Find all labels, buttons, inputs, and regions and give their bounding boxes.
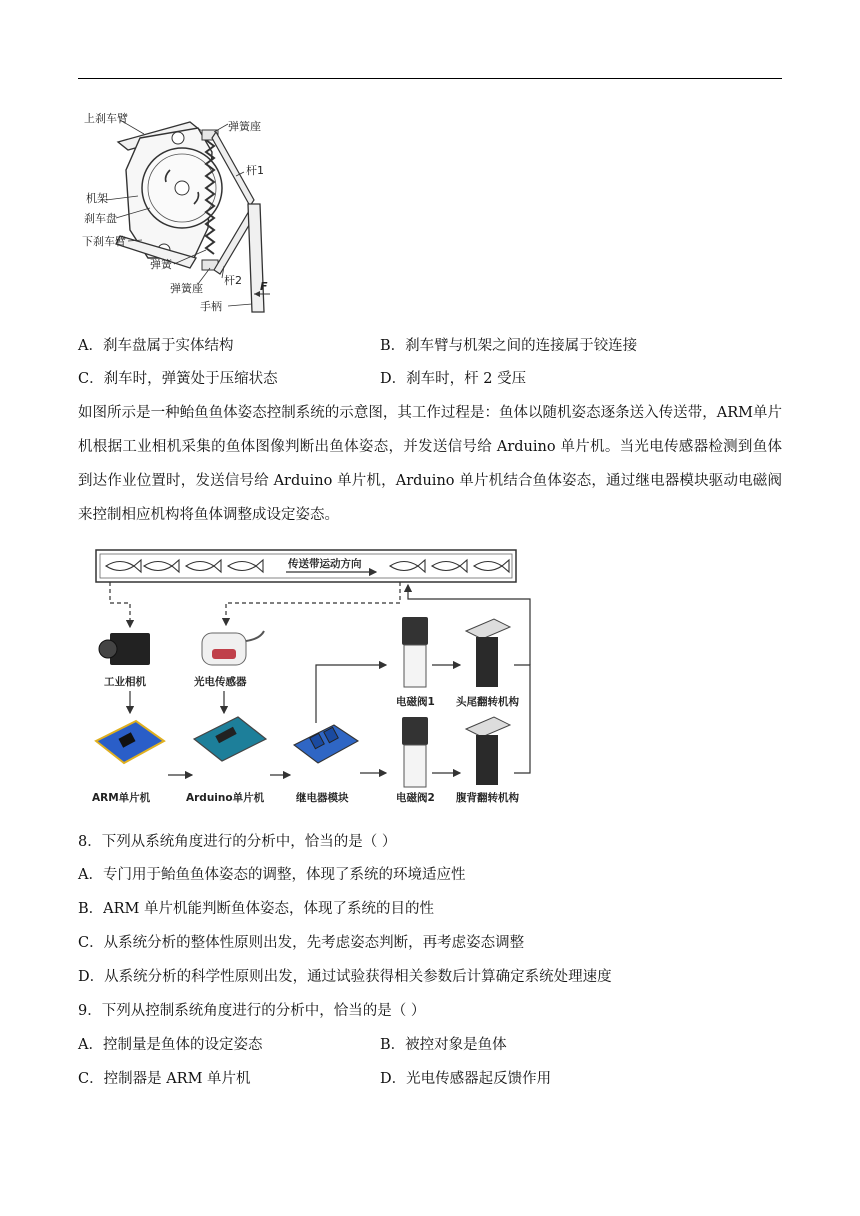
photo-sensor-label: 光电传感器 xyxy=(194,676,247,688)
q8-stem: 8．下列从系统角度进行的分析中，恰当的是（ ） xyxy=(78,834,397,850)
q7-option-d: D．刹车时，杆 2 受压 xyxy=(380,371,527,387)
conveyor-direction-label: 传送带运动方向 xyxy=(288,558,362,570)
label-rod1: 杆1 xyxy=(246,164,264,177)
q7-option-c: C．刹车时，弹簧处于压缩状态 xyxy=(78,371,278,387)
q8-option-b: B．ARM 单片机能判断鱼体姿态，体现了系统的目的性 xyxy=(78,901,434,917)
label-frame: 机架 xyxy=(86,192,108,205)
q9-option-c: C．控制器是 ARM 单片机 xyxy=(78,1071,251,1087)
camera-label: 工业相机 xyxy=(104,676,146,688)
label-handle: 手柄 xyxy=(200,300,222,313)
label-spring: 弹簧 xyxy=(150,258,172,271)
q7-option-b: B．刹车臂与机架之间的连接属于铰连接 xyxy=(380,338,638,354)
brake-mechanism-figure xyxy=(78,100,288,322)
fish-posture-system-figure xyxy=(90,545,540,807)
q9-option-d: D．光电传感器起反馈作用 xyxy=(380,1071,552,1087)
label-force: F xyxy=(260,280,268,293)
q8-option-c: C．从系统分析的整体性原则出发，先考虑姿态判断，再考虑姿态调整 xyxy=(78,935,525,951)
q7-option-a: A．刹车盘属于实体结构 xyxy=(78,338,234,354)
relay-label: 继电器模块 xyxy=(296,792,349,804)
label-rod2: 杆2 xyxy=(224,274,242,287)
label-disc: 刹车盘 xyxy=(84,212,117,225)
arm-mcu-label: ARM单片机 xyxy=(92,792,151,804)
header-rule xyxy=(78,78,782,79)
valve2-label: 电磁阀2 xyxy=(396,792,435,804)
valve1-label: 电磁阀1 xyxy=(396,696,435,708)
label-upper-arm: 上刹车臂 xyxy=(84,112,128,125)
q9-option-a: A．控制量是鱼体的设定姿态 xyxy=(78,1037,263,1053)
intro-paragraph: 如图所示是一种鲐鱼鱼体姿态控制系统的示意图，其工作过程是：鱼体以随机姿态逐条送入传送带，ARM单片机根据工业相机采集的鱼体图像判断出鱼体姿态，并发送信号给 Arduino 单片机。当光电传感器检测到鱼体到达作业位置时，发送信号给 Arduino 单片机，Arduino 单片机结合鱼体姿态，通过继电器模块驱动电磁阀来控制相应机构将鱼体调整成设定姿态。 xyxy=(78,405,782,523)
q8-option-d: D．从系统分析的科学性原则出发，通过试验获得相关参数后计算确定系统处理速度 xyxy=(78,969,612,985)
label-spring-seat-top: 弹簧座 xyxy=(228,120,261,133)
label-spring-seat-bottom: 弹簧座 xyxy=(170,282,203,295)
head-tail-label: 头尾翻转机构 xyxy=(456,696,519,708)
belly-back-label: 腹背翻转机构 xyxy=(456,792,519,804)
label-lower-arm: 下刹车臂 xyxy=(82,235,126,248)
q9-stem: 9．下列从控制系统角度进行的分析中，恰当的是（ ） xyxy=(78,1003,426,1019)
arduino-mcu-label: Arduino单片机 xyxy=(186,792,265,804)
q8-option-a: A．专门用于鲐鱼鱼体姿态的调整，体现了系统的环境适应性 xyxy=(78,867,466,883)
q9-option-b: B．被控对象是鱼体 xyxy=(380,1037,507,1053)
